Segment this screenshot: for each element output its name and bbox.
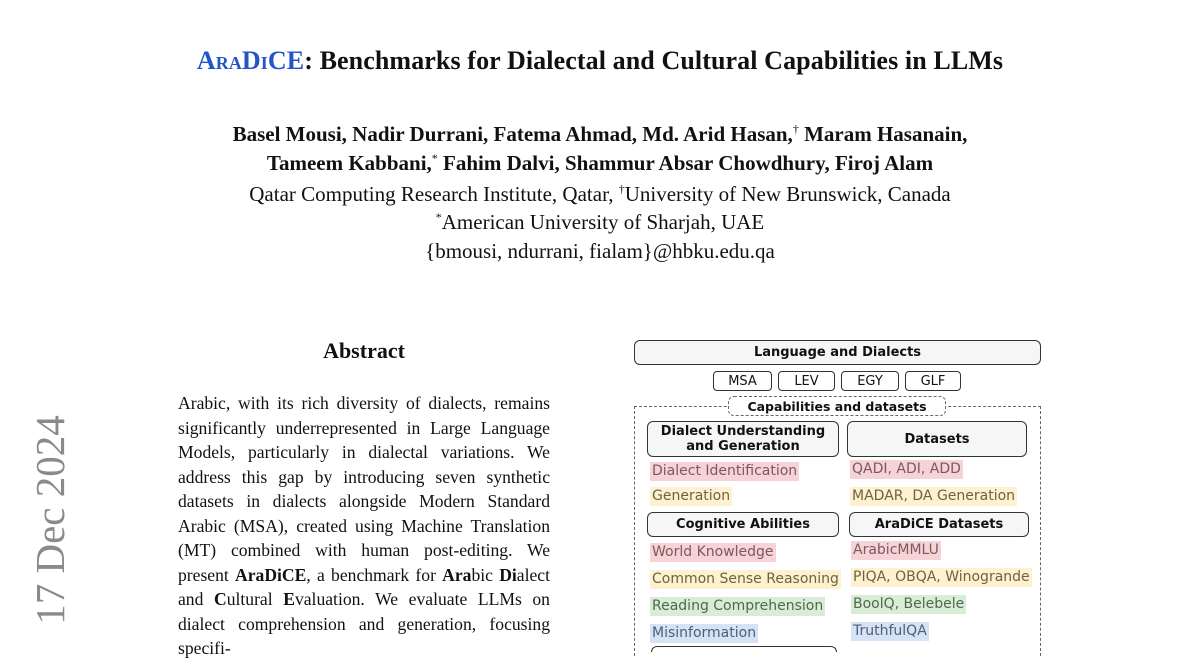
dialect-pill-msa: MSA [713,371,772,391]
item-madar-da-generation: MADAR, DA Generation [852,488,1016,504]
dagger-mark: † [792,122,799,136]
paper-title [0,46,1200,76]
dialect-pill-egy: EGY [841,371,899,391]
abstract-heading: Abstract [323,338,405,363]
item-misinformation: Misinformation [652,625,757,641]
arxiv-date-stamp [20,410,80,630]
item-boolq-belebele: BoolQ, Belebele [853,596,965,612]
language-dialects-box: Language and Dialects [634,340,1041,365]
item-reading-comprehension: Reading Comprehension [652,598,824,614]
affiliation-dagger: † [618,182,625,196]
star-mark: * [431,151,438,165]
capabilities-label: Capabilities and datasets [728,396,946,416]
abstract-text-6: valuation. We evaluate LLMs on dialect comprehension and generation, focusing specifi- [178,589,550,658]
dialect-understanding-header: Dialect Understanding and Generation [647,421,839,457]
authors-text-1-end: Maram Hasanain, [798,122,968,146]
dialect-pill-lev: LEV [778,371,835,391]
affiliation-aus: American University of Sharjah, UAE [441,210,765,234]
dialect-pill-glf: GLF [905,371,961,391]
authors-line-1 [0,122,1200,147]
abstract-acronym-di: Di [499,564,517,585]
affiliation-qcri: Qatar Computing Research Institute, Qatar, [249,182,619,206]
item-qadi-adi-add: QADI, ADI, ADD [852,461,961,477]
item-piqa-obqa-winogrande: PIQA, OBQA, Winogrande [853,569,1030,585]
authors-text-2b: Fahim Dalvi, Shammur Absar Chowdhury, Firoj Alam [437,151,934,175]
authors-text-1: Basel Mousi, Nadir Durrani, Fatema Ahmad, Md. Arid Hasan, [232,122,793,146]
aradice-datasets-header: AraDiCE Datasets [849,512,1029,537]
abstract-text-5: ultural [226,589,284,609]
affiliation-line-1 [0,182,1200,207]
item-world-knowledge: World Knowledge [652,544,774,560]
datasets-header: Datasets [847,421,1027,457]
author-emails[interactable]: {bmousi, ndurrani, fialam}@hbku.edu.qa [425,239,775,263]
abstract-text-4: alect and [178,564,550,609]
title-rest: : Benchmarks for Dialectal and Cultural Capabilities in LLMs [304,46,1004,75]
abstract-acronym-ara: Ara [442,564,472,585]
affiliation-star: * [435,210,442,224]
abstract-body [178,391,550,661]
item-arabicmmlu: ArabicMMLU [853,542,939,558]
cognitive-abilities-header: Cognitive Abilities [647,512,839,537]
next-header-box-edge [651,646,837,652]
affiliation-line-2 [0,210,1200,235]
item-common-sense-reasoning: Common Sense Reasoning [652,571,839,587]
authors-text-2a: Tameem Kabbani, [266,151,432,175]
arxiv-date-text: 17 Dec 2024 [27,415,73,625]
item-dialect-identification: Dialect Identification [652,463,798,479]
abstract-text-1: Arabic, with its rich diversity of dialects, remains significantly underrepresented in Large Language Models, particularly in dialectal variations. We address this gap by introducing seven synthetic datasets in dialects alongside Modern Standard Arabic (MSA), created using Machine Translation (MT) combined with human post-editing. We present [178,393,550,585]
abstract-acronym-c: C [213,589,227,609]
item-generation: Generation [652,488,731,504]
abstract-benchmark-name: AraDiCE [235,564,307,585]
abstract-text-3: bic [471,564,500,585]
affiliation-unb: University of New Brunswick, Canada [624,182,951,206]
item-truthfulqa: TruthfulQA [853,623,927,639]
title-brand: AraDiCE [196,46,305,75]
authors-line-2 [0,151,1200,176]
abstract-acronym-e: E [283,589,295,609]
abstract-text-2: , a benchmark for [306,564,443,585]
